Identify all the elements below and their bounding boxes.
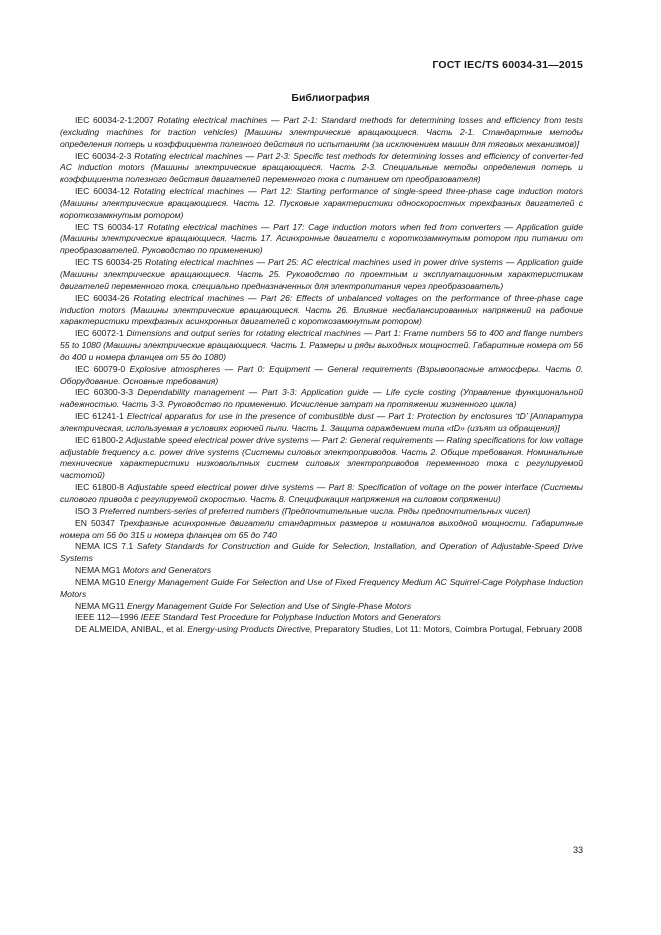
reference-item <box>60 115 583 151</box>
reference-text: Preferred numbers-series of preferred numbers (Предпочтительные числа. Ряды предпочтительных чисел) <box>99 505 531 516</box>
page-number: 33 <box>572 845 583 855</box>
reference-item <box>60 601 583 613</box>
reference-code: IEEE 112—1996 <box>75 612 141 623</box>
reference-item <box>60 518 583 542</box>
reference-item <box>60 293 583 329</box>
reference-item <box>60 541 583 565</box>
reference-item <box>60 565 583 577</box>
reference-item <box>60 482 583 506</box>
reference-item <box>60 151 583 187</box>
reference-code: NEMA MG11 <box>75 600 127 611</box>
reference-code: IEC 60034-12 <box>75 186 134 197</box>
reference-text: Safety Standards for Construction and Guide for Selection, Installation, and Operation of Adjustable-Speed Drive Systems <box>60 541 583 564</box>
reference-code: IEC 61800-8 <box>75 482 128 493</box>
reference-text: Adjustable speed electrical power drive systems — Part 2: General requirements — Rating specifications for low voltage adjustable frequency a.c. power drive systems (Системы силовых электроприводов. Часть 2. Общие требования. Номинальные технические характеристики низковольтных систем силовых электроприводов переменного тока с регулируемой частотой) <box>60 434 583 481</box>
reference-text: Energy Management Guide For Selection and Use of Fixed Frequency Medium AC Squirrel-Cage Polyphase Induction Motors <box>60 576 583 599</box>
reference-code: NEMA MG1 <box>75 565 123 576</box>
reference-item <box>60 186 583 222</box>
reference-code: IEC TS 60034-17 <box>75 221 148 232</box>
reference-text: Dimensions and output series for rotating electrical machines — Part 1: Frame numbers 56 to 400 and flange numbers 55 to 1080 (Машины электрические вращающиеся. Часть 1. Размеры и ряды выходных мощностей. Габаритные номера от 56 до 400 и номера фланцев от 55 до 1080) <box>60 328 584 362</box>
reference-text: Rotating electrical machines — Part 17: Cage induction motors when fed from converters — Application guide (Машины электрические вращающиеся. Часть 17. Асинхронные двигатели с короткозамкнутым ротором при питании от преобразователей. Руководство по применению) <box>60 221 583 256</box>
reference-item <box>60 577 583 601</box>
reference-code: NEMA MG10 <box>75 576 129 587</box>
reference-item <box>60 222 583 258</box>
reference-code: DE ALMEIDA, ANIBAL, et al. <box>75 624 188 635</box>
reference-code: NEMA ICS 7.1 <box>75 541 137 552</box>
reference-code: IEC 60300-3-3 <box>75 387 138 398</box>
reference-text: Motors and Generators <box>122 565 212 576</box>
reference-item <box>60 387 583 411</box>
reference-text: Energy-using Products Directive, <box>187 624 313 635</box>
reference-item <box>60 328 583 364</box>
reference-code: IEC TS 60034-25 <box>75 257 146 268</box>
reference-text: Rotating electrical machines — Part 25: AC electrical machines used in power drive systems — Application guide (Машины электрические вращающиеся. Часть 25. Руководство по проектным и эксплуатационным характеристикам двигателей переменного тока, специально предназначенных для электропитания через преобразователь) <box>60 257 583 291</box>
reference-text: Explosive atmospheres — Part 0: Equipment — General requirements (Взрывоопасные атмосферы. Часть 0. Оборудование. Основные требования) <box>60 363 583 386</box>
reference-text: Rotating electrical machines — Part 2-3: Specific test methods for determining losses and efficiency of converter-fed AC induction motors (Машины электрические вращающиеся. Часть 2-3. Специальные методы определения потерь и коэффициента полезного действия двигателей переменного тока с питанием от преобразователя) <box>60 150 584 185</box>
reference-text: Electrical apparatus for use in the presence of combustible dust — Part 1: Protection by enclosures ‘tD’ [Аппаратура электрическая, используемая в условиях горючей пыли. Часть 1. Защита ограждением типа «tD» (изъят из обращения)] <box>60 411 584 433</box>
page-title: Библиография <box>291 92 370 104</box>
reference-text: Rotating electrical machines — Part 2-1: Standard methods for determining losses and efficiency from tests (excluding machines for traction vehicles) [Машины электрические вращающиеся. Часть 2-1. Стандартные методы определения потерь и коэффициента полезного действия по испытаниям (за исключением машин для тяговых механизмов)] <box>60 115 583 149</box>
reference-code: ISO 3 <box>75 505 100 516</box>
reference-item <box>60 257 583 293</box>
reference-text: Rotating electrical machines — Part 12: Starting performance of single-speed three-phase cage induction motors (Машины электрические вращающиеся. Часть 12. Пусковые характеристики односкоростных трехфазных двигателей с короткозамкнутым ротором) <box>60 186 583 220</box>
reference-tail: Preparatory Studies, Lot 11: Motors, Coimbra Portugal, February 2008 <box>312 624 583 635</box>
reference-text: Трехфазные асинхронные двигатели стандартных размеров и номиналов выходной мощности. Габаритные номера от 56 до 315 и номера фланцев от 65 до 740 <box>60 517 583 540</box>
document-header: ГОСТ IEC/TS 60034-31—2015 <box>432 59 583 71</box>
reference-text: Energy Management Guide For Selection and Use of Single-Phase Motors <box>126 600 412 611</box>
reference-code: IEC 60034-2-1:2007 <box>75 115 158 125</box>
reference-item <box>60 624 583 636</box>
reference-text: Adjustable speed electrical power drive systems — Part 8: Specification of voltage on the power interface (Системы силового привода с регулируемой скоростью. Часть 8. Спецификация напряжения на силовом сопряжении) <box>60 482 584 504</box>
reference-text: Rotating electrical machines — Part 26: Effects of unbalanced voltages on the performance of three-phase cage induction motors (Машины электрические вращающиеся. Часть 26. Влияние несбалансированных напряжений на рабочие характеристики трехфазных асинхронных двигателей с короткозамкнутым ротором) <box>60 292 583 327</box>
reference-item <box>60 411 583 435</box>
bibliography-list <box>60 115 583 636</box>
reference-item <box>60 364 583 388</box>
reference-item <box>60 506 583 518</box>
reference-text: Dependability management — Part 3-3: Application guide — Life cycle costing (Управление функциональной надежностью. Часть 3-3. Руководство по применению. Исчисление затрат на протяжении жизненного цикла) <box>60 387 583 410</box>
reference-code: IEC 60079-0 <box>75 363 130 374</box>
reference-code: IEC 61241-1 <box>75 411 127 422</box>
reference-code: IEC 61800-2 <box>75 434 126 445</box>
reference-code: IEC 60034-26 <box>75 292 134 303</box>
reference-code: IEC 60072-1 <box>75 328 127 339</box>
reference-code: EN 50347 <box>75 517 119 528</box>
reference-code: IEC 60034-2-3 <box>75 150 135 161</box>
reference-item <box>60 435 583 482</box>
reference-text: IEEE Standard Test Procedure for Polyphase Induction Motors and Generators <box>140 612 441 623</box>
reference-item <box>60 612 583 624</box>
